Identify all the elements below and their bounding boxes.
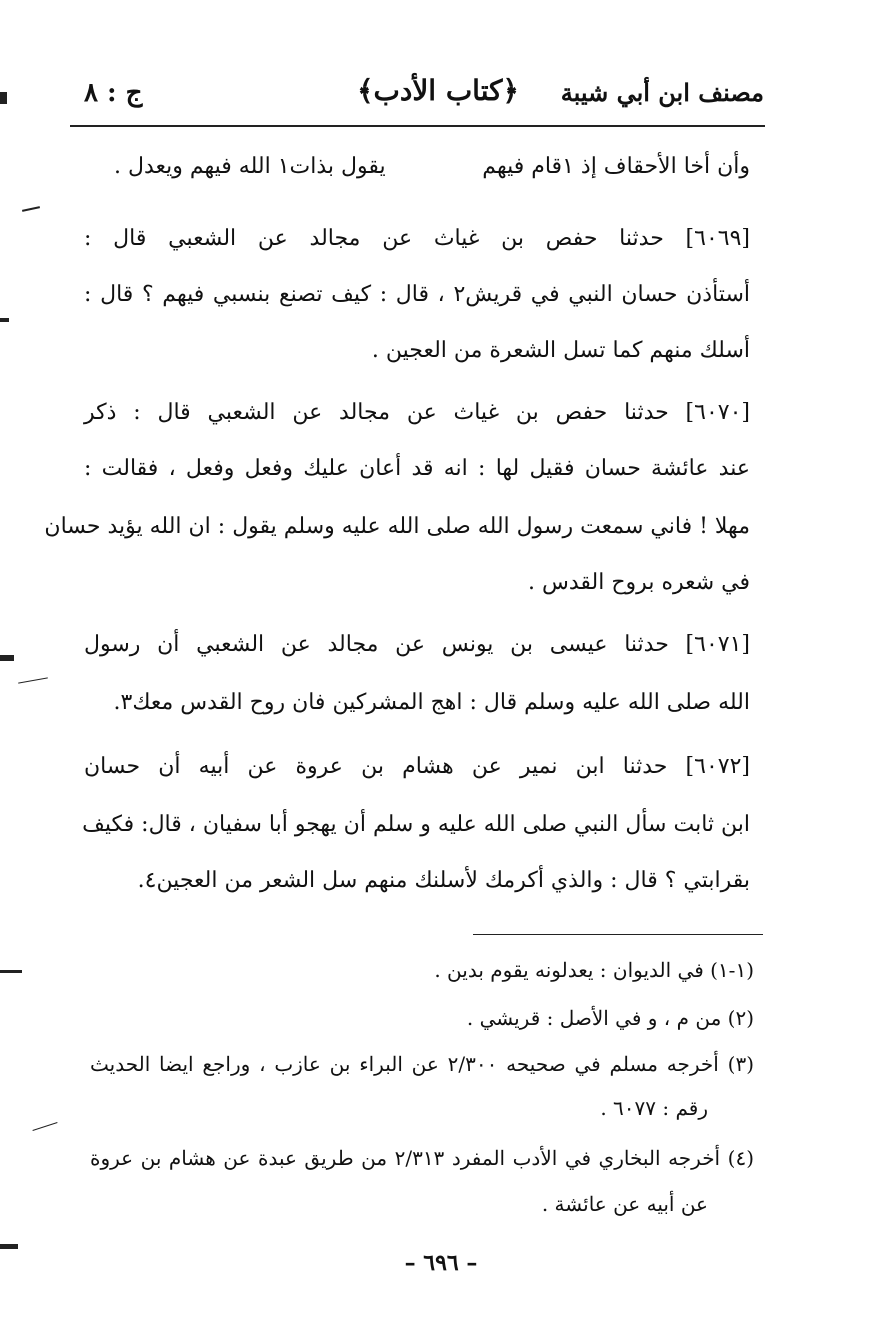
scan-mark (32, 1122, 57, 1131)
hadith-6071-line-1: [٦٠٧١] حدثنا عيسى بن يونس عن مجالد عن الشعبي أن رسول (84, 632, 750, 657)
verse-second-hemistich: يقول بذات١ الله فيهم ويعدل . (114, 154, 386, 179)
volume-number: ج : ٨ (84, 78, 143, 108)
hadith-6070-line-3: مهلا ! فاني سمعت رسول الله صلى الله عليه وسلم يقول : ان الله يؤيد حسان (44, 514, 750, 539)
verse-first-hemistich: وأن أخا الأحقاف إذ ١قام فيهم (482, 154, 750, 179)
hadith-6072-line-1: [٦٠٧٢] حدثنا ابن نمير عن هشام بن عروة عن أبيه أن حسان (84, 754, 750, 779)
book-title: مصنف ابن أبي شيبة (560, 78, 764, 107)
scan-mark (0, 318, 9, 322)
footnote-4-continued: عن أبيه عن عائشة . (541, 1192, 708, 1216)
hadith-6072-line-2: ابن ثابت سأل النبي صلى الله عليه و سلم أن يهجو أبا سفيان ، قال: فكيف (82, 812, 750, 837)
chapter-title: ﴿كتاب الأدب﴾ (357, 74, 519, 107)
scan-mark (0, 92, 7, 104)
hadith-6072-line-3: بقرابتي ؟ قال : والذي أكرمك لأسلنك منهم سل الشعر من العجين٤. (137, 868, 750, 893)
scan-mark (0, 1244, 18, 1249)
footnote-1: (١-١) في الديوان : يعدلونه يقوم بدين . (434, 958, 754, 982)
footnote-rule (473, 934, 763, 935)
scan-mark (0, 655, 14, 661)
footnote-2: (٢) من م ، و في الأصل : قريشي . (466, 1006, 754, 1030)
scan-mark (22, 206, 40, 212)
hadith-6071-line-2: الله صلى الله عليه وسلم قال : اهج المشركين فان روح القدس معك٣. (113, 690, 750, 715)
page-number: – ٦٩٦ – (404, 1250, 478, 1276)
running-header (78, 74, 764, 120)
hadith-6070-line-2: عند عائشة حسان فقيل لها : انه قد أعان عليك وفعل وفعل ، فقالت : (84, 456, 750, 481)
scan-mark (18, 677, 48, 683)
scan-mark (0, 970, 22, 973)
footnote-4: (٤) أخرجه البخاري في الأدب المفرد ٢/٣١٣ من طريق عبدة عن هشام بن عروة (90, 1146, 754, 1170)
header-rule (70, 125, 765, 127)
hadith-6069-line-2: أستأذن حسان النبي في قريش٢ ، قال : كيف تصنع بنسبي فيهم ؟ قال : (84, 282, 750, 307)
hadith-6070-line-4: في شعره بروح القدس . (528, 570, 750, 595)
hadith-6070-line-1: [٦٠٧٠] حدثنا حفص بن غياث عن مجالد عن الشعبي قال : ذكر (84, 400, 750, 425)
footnote-3: (٣) أخرجه مسلم في صحيحه ٢/٣٠٠ عن البراء بن عازب ، وراجع ايضا الحديث (90, 1052, 754, 1076)
hadith-6069-line-3: أسلك منهم كما تسل الشعرة من العجين . (371, 338, 750, 363)
footnote-3-continued: رقم : ٦٠٧٧ . (600, 1096, 708, 1120)
hadith-6069-line-1: [٦٠٦٩] حدثنا حفص بن غياث عن مجالد عن الشعبي قال : (84, 226, 750, 251)
